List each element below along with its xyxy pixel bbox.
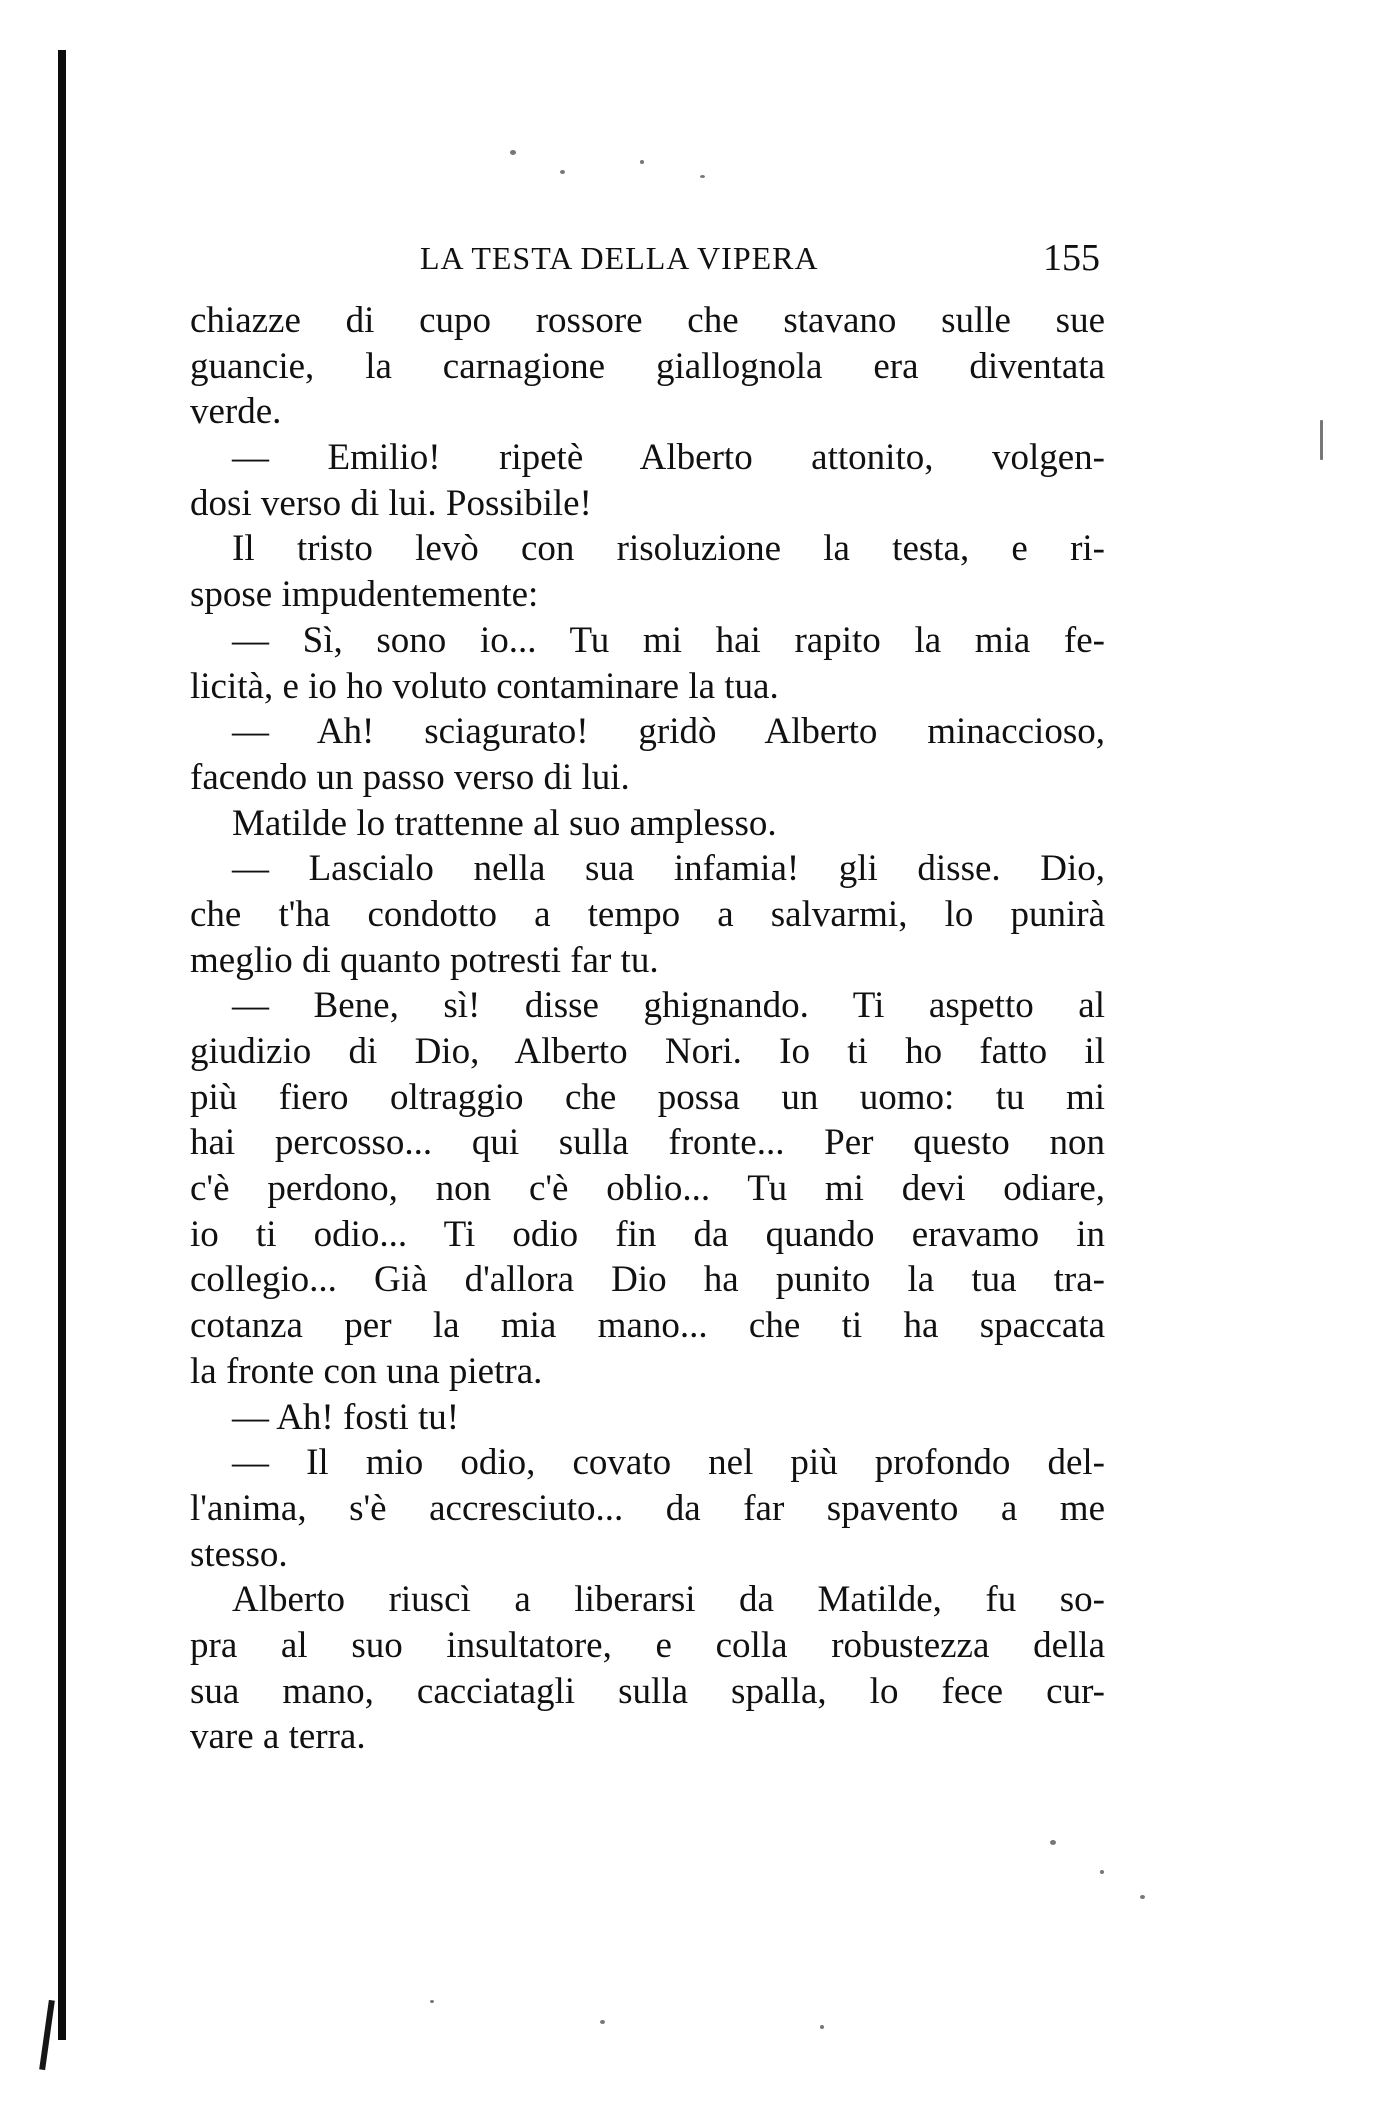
page-header [420,233,1100,283]
text-line: facendo un passo verso di lui. [190,756,630,798]
text-line: Il tristo levò con risoluzione la testa, e ri- [232,528,1105,570]
text-line: verde. [190,391,282,433]
text-line: hai percosso... qui sulla fronte... Per questo non [190,1122,1105,1164]
scan-speck [1100,1870,1104,1874]
page-number: 155 [1043,237,1100,279]
text-line: Matilde lo trattenne al suo amplesso. [232,802,777,844]
text-line: pra al suo insultatore, e colla robustezza della [190,1624,1105,1666]
scan-speck [820,2025,824,2029]
scan-speck [700,175,705,178]
text-line: stesso. [190,1533,288,1575]
text-line: collegio... Già d'allora Dio ha punito la tua tra- [190,1259,1105,1301]
text-line: meglio di quanto potresti far tu. [190,939,659,981]
scan-speck [1140,1895,1145,1899]
scan-speck [1050,1840,1056,1845]
text-line: giudizio di Dio, Alberto Nori. Io ti ho fatto il [190,1031,1105,1072]
page-gutter-tip [39,2000,55,2070]
text-line: — Il mio odio, covato nel più profondo del- [232,1442,1105,1484]
text-line: vare a terra. [190,1716,366,1758]
scan-speck [1320,420,1323,460]
text-line: che t'ha condotto a tempo a salvarmi, lo punirà [190,893,1105,935]
body-text [190,298,1105,1760]
text-line: — Emilio! ripetè Alberto attonito, volgen- [232,437,1105,479]
text-line: — Ah! fosti tu! [232,1396,460,1438]
text-line: la fronte con una pietra. [190,1350,543,1392]
text-line: chiazze di cupo rossore che stavano sulle sue [190,300,1105,341]
text-line: Alberto riuscì a liberarsi da Matilde, fu so- [232,1579,1105,1621]
text-line: c'è perdono, non c'è oblio... Tu mi devi odiare, [190,1168,1105,1210]
text-line: licità, e io ho voluto contaminare la tua. [190,665,779,707]
scan-speck [430,2000,434,2003]
running-title: LA TESTA DELLA VIPERA [420,240,819,276]
text-line: spose impudentemente: [190,574,539,616]
text-line: — Bene, sì! disse ghignando. Ti aspetto al [232,985,1105,1027]
text-line: io ti odio... Ti odio fin da quando eravamo in [190,1213,1105,1255]
text-line: l'anima, s'è accresciuto... da far spavento a me [190,1487,1105,1529]
page-gutter-shadow [58,50,66,2040]
text-line: — Sì, sono io... Tu mi hai rapito la mia fe- [232,619,1105,661]
text-line: guancie, la carnagione giallognola era diventata [190,345,1105,387]
text-line: — Ah! sciagurato! gridò Alberto minaccioso, [232,711,1105,753]
text-line: più fiero oltraggio che possa un uomo: tu mi [190,1076,1105,1118]
text-line: sua mano, cacciatagli sulla spalla, lo fece cur- [190,1670,1105,1712]
scan-speck [510,150,516,155]
text-line: cotanza per la mia mano... che ti ha spaccata [190,1305,1105,1347]
text-line: — Lascialo nella sua infamia! gli disse. Dio, [232,848,1105,890]
scan-speck [640,160,644,164]
scan-speck [560,170,565,174]
text-line: dosi verso di lui. Possibile! [190,482,592,524]
scan-speck [600,2020,605,2024]
